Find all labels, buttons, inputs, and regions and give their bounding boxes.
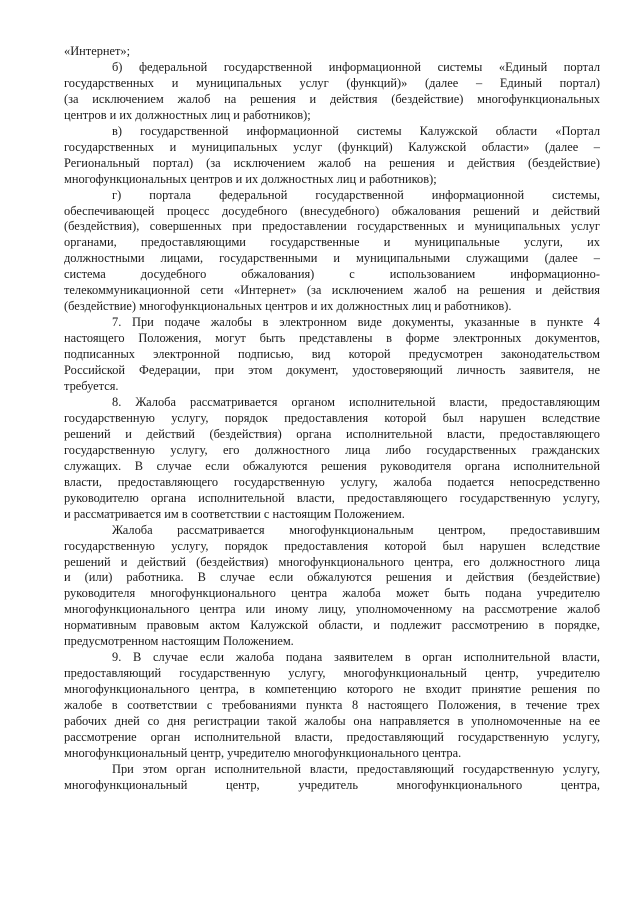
text-line: жалобе в соответствии с требованиями пункта 8 настоящего Положения, в течение трех xyxy=(64,698,600,713)
text-line: рассмотрение орган исполнительной власти, предоставляющий государственную услугу, xyxy=(64,729,600,744)
text-line: государственных и муниципальных услуг (функций) Калужской области» (далее – xyxy=(64,139,600,154)
text-line: 9. В случае если жалоба подана заявителем в орган исполнительной власти, xyxy=(112,650,600,665)
text-line: требуется. xyxy=(64,379,119,394)
text-line: (за исключением жалоб на решения и действия (бездействие) многофункциональных xyxy=(64,91,600,106)
text-line: Региональный портал) (за исключением жалоб на решения и действия (бездействие) xyxy=(64,155,600,170)
text-line: рабочих дней со дня регистрации такой жалобы она направляется в уполномоченные на ее xyxy=(64,714,600,729)
text-line: (бездействие) многофункциональных центров и их должностных лиц и работников). xyxy=(64,299,512,314)
text-line: Российской Федерации, при этом документ, удостоверяющий личность заявителя, не xyxy=(64,363,600,378)
paragraph xyxy=(64,188,600,316)
text-line: 8. Жалоба рассматривается органом исполнительной власти, предоставляющим xyxy=(112,394,600,409)
paragraph xyxy=(64,395,600,523)
text-line: государственных и муниципальных услуг (функций)» (далее – Единый портал) xyxy=(64,75,600,90)
paragraph xyxy=(64,44,600,60)
text-line: решений и действий (бездействия) многофункционального центра, его должностного лица xyxy=(64,554,600,569)
paragraph xyxy=(64,762,600,794)
text-line: руководителю органа исполнительной власти, предоставляющего государственную услугу, xyxy=(64,490,600,505)
text-line: и (или) работника. В случае если обжалуются решения и действия (бездействие) xyxy=(64,570,600,585)
text-line: предоставляющий государственную услугу, многофункциональный центр, учредителю xyxy=(64,666,600,681)
text-line: телекоммуникационной сети «Интернет» (за исключением жалоб на решения и действия xyxy=(64,283,600,298)
paragraph xyxy=(64,523,600,651)
text-line: предусмотренном настоящим Положением. xyxy=(64,634,294,649)
paragraph xyxy=(64,650,600,762)
text-line: государственную услугу, порядок предоставления которой был нарушен вследствие xyxy=(64,410,600,425)
text-line: многофункциональных центров и их должностных лиц и работников); xyxy=(64,171,437,186)
text-line: власти, предоставляющего государственную услугу, жалоба подается непосредственно xyxy=(64,474,600,489)
text-line: настоящего Положения, могут быть представлены в форме электронных документов, xyxy=(64,331,600,346)
text-line: г) портала федеральной государственной информационной системы, xyxy=(112,187,600,202)
text-line: многофункционального центра или иному лицу, уполномоченному на рассмотрение жалоб xyxy=(64,602,600,617)
text-line: центров и их должностных лиц и работников); xyxy=(64,107,311,122)
text-line: «Интернет»; xyxy=(64,44,131,58)
paragraph xyxy=(64,124,600,188)
text-line: (бездействия), совершенных при предоставлении государственных и муниципальных услуг xyxy=(64,219,600,234)
text-line: в) государственной информационной системы Калужской области «Портал xyxy=(112,123,600,138)
text-line: нормативным правовым актом Калужской области, и подлежит рассмотрению в порядке, xyxy=(64,618,600,633)
text-line: б) федеральной государственной информационной системы «Единый портал xyxy=(112,59,600,74)
text-line: многофункционального центра, в компетенцию которого не входит принятие решения по xyxy=(64,682,600,697)
paragraph xyxy=(64,60,600,124)
text-line: решений и действий (бездействия) органа исполнительной власти, предоставляющего xyxy=(64,426,600,441)
paragraph xyxy=(64,315,600,395)
text-line: обеспечивающей процесс досудебного (внесудебного) обжалования решений и действий xyxy=(64,203,600,218)
text-line: подписанных электронной подписью, вид которой предусмотрен законодательством xyxy=(64,347,600,362)
text-line: и рассматривается им в соответствии с настоящим Положением. xyxy=(64,506,405,521)
text-line: государственную услугу, его должностного лица либо государственных гражданских xyxy=(64,442,600,457)
text-line: должностными лицами, государственными и муниципальными служащими (далее – xyxy=(64,251,600,266)
text-line: государственную услугу, порядок предоставления которой был нарушен вследствие xyxy=(64,538,600,553)
text-line: руководителя многофункционального центра жалоба может быть подана учредителю xyxy=(64,586,600,601)
text-line: система досудебного обжалования) с использованием информационно- xyxy=(64,267,600,282)
text-line: 7. При подаче жалобы в электронном виде документы, указанные в пункте 4 xyxy=(112,315,600,330)
text-line: органами, предоставляющими государственные и муниципальные услуги, их xyxy=(64,235,600,250)
text-line: многофункциональный центр, учредитель многофункционального центра, xyxy=(64,777,600,792)
text-line: многофункциональный центр, учредителю многофункционального центра. xyxy=(64,745,462,760)
text-line: При этом орган исполнительной власти, предоставляющий государственную услугу, xyxy=(112,761,600,776)
text-line: Жалоба рассматривается многофункциональным центром, предоставившим xyxy=(112,522,600,537)
text-line: служащих. В случае если обжалуются решения руководителя органа исполнительной xyxy=(64,458,600,473)
